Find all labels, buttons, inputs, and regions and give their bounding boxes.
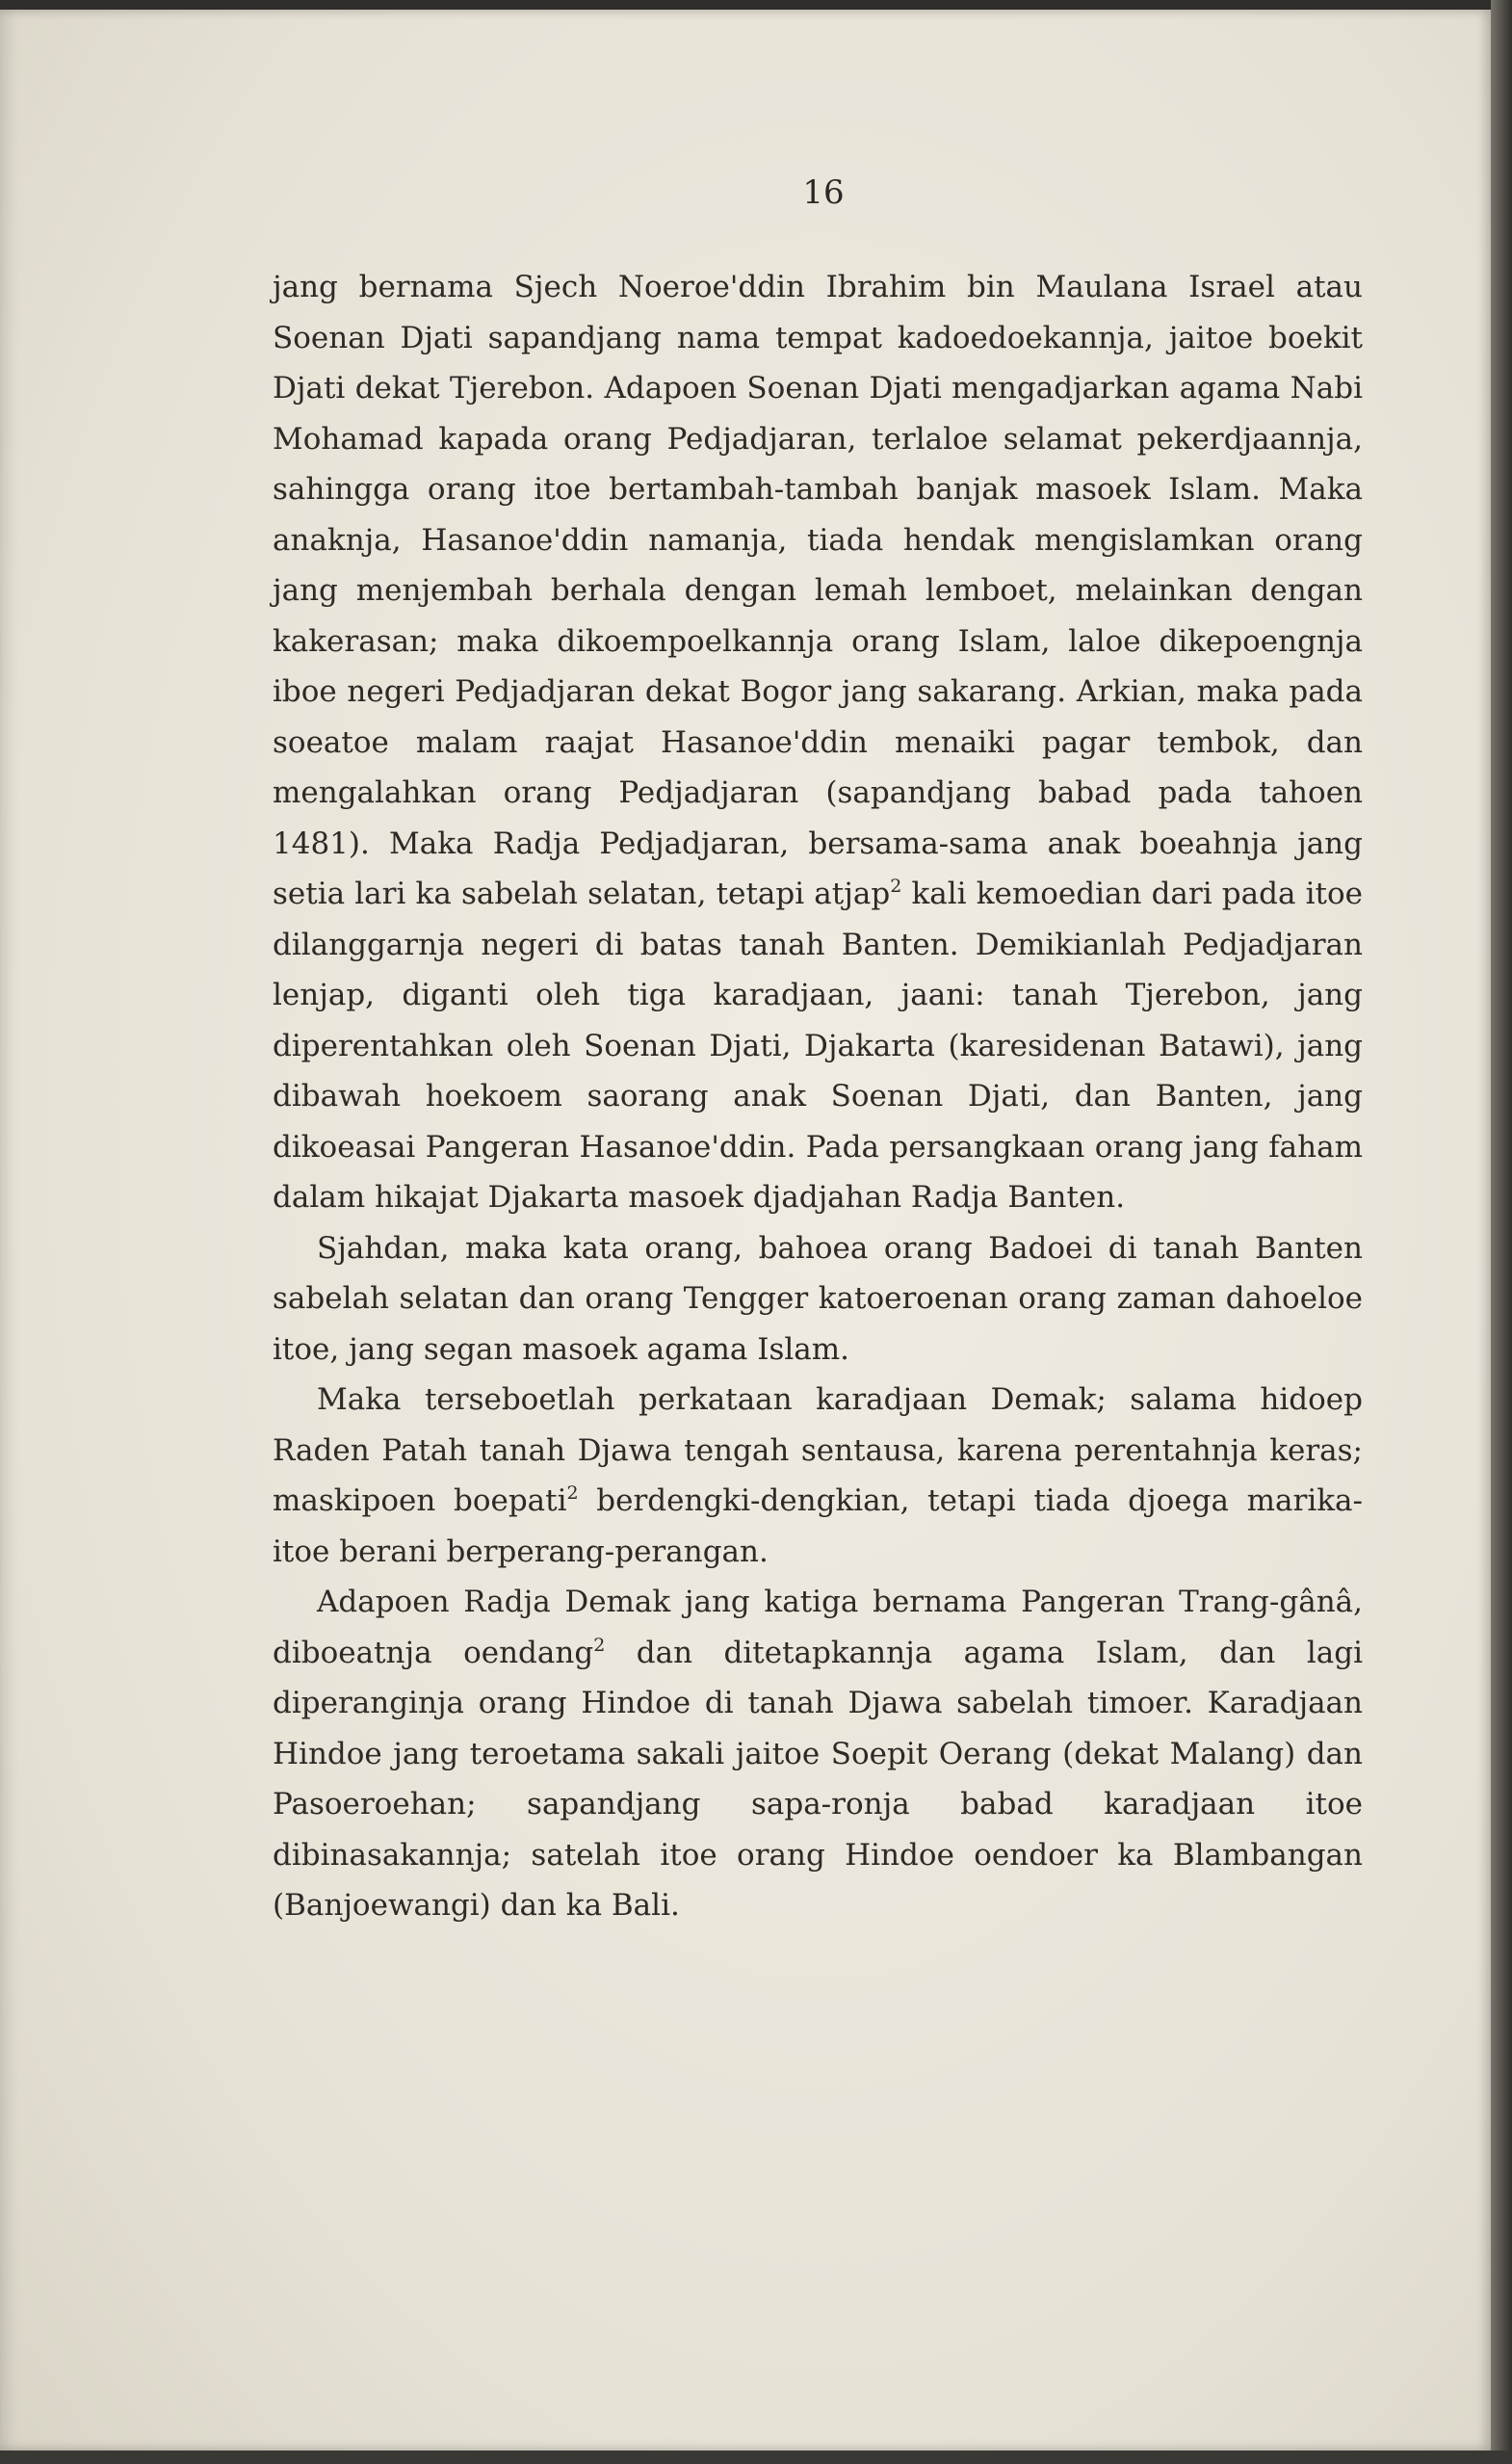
paragraph-1-text-b: kali kemoedian dari pada itoe dilanggarnja negeri di batas tanah Banten. Demikianlah Pedjadjaran lenjap, diganti oleh tiga karadjaan, jaani: tanah Tjerebon, jang diperentahkan oleh Soenan Djati, Djakarta (karesidenan Batawi), jang dibawah hoekoem saorang anak Soenan Djati, dan Banten, jang dikoeasai Pangeran Hasanoe'ddin. Pada persangkaan orang jang faham dalam hikajat Djakarta masoek djadjahan Radja Banten.	[273, 877, 1363, 1215]
scan-border-top	[0, 0, 1512, 10]
paragraph-2-text: Sjahdan, maka kata orang, bahoea orang Badoei di tanah Banten sabelah selatan dan orang Tengger katoeroenan orang zaman dahoeloe itoe, jang segan masoek agama Islam.	[273, 1230, 1363, 1367]
paragraph-3-text-b: berdengki-dengkian, tetapi tiada djoega marika-itoe berani berperang-perangan.	[273, 1483, 1363, 1569]
body-text	[273, 262, 1363, 1931]
scan-border-right	[1491, 0, 1512, 2464]
paragraph-2	[273, 1223, 1363, 1376]
footnote-marker: 2	[566, 1482, 579, 1504]
paragraph-1-text-a: jang bernama Sjech Noeroe'ddin Ibrahim bin Maulana Israel atau Soenan Djati sapandjang nama tempat kadoedoekannja, jaitoe boekit Djati dekat Tjerebon. Adapoen Soenan Djati mengadjarkan agama Nabi Mohamad kapada orang Pedjadjaran, terlaloe selamat pekerdjaannja, sahingga orang itoe bertambah-tambah banjak masoek Islam. Maka anaknja, Hasanoe'ddin namanja, tiada hendak mengislamkan orang jang menjembah berhala dengan lemah lemboet, melainkan dengan kakerasan; maka dikoempoelkannja orang Islam, laloe dikepoengnja iboe negeri Pedjadjaran dekat Bogor jang sakarang. Arkian, maka pada soeatoe malam raajat Hasanoe'ddin menaiki pagar tembok, dan mengalahkan orang Pedjadjaran (sapandjang babad pada tahoen 1481). Maka Radja Pedjadjaran, bersama-sama anak boeahnja jang setia lari ka sabelah selatan, tetapi atjap	[273, 270, 1363, 911]
book-page	[0, 10, 1491, 2451]
paragraph-4	[273, 1577, 1363, 1931]
page-number: 16	[802, 173, 845, 212]
paragraph-4-text-b: dan ditetapkannja agama Islam, dan lagi diperanginja orang Hindoe di tanah Djawa sabelah timoer. Karadjaan Hindoe jang teroetama sakali jaitoe Soepit Oerang (dekat Malang) dan Pasoeroehan; sapandjang sapa-ronja babad karadjaan itoe dibinasakannja; satelah itoe orang Hindoe oendoer ka Blambangan (Banjoewangi) dan ka Bali.	[273, 1635, 1363, 1923]
paragraph-3-text-a: Maka terseboetlah perkataan karadjaan Demak; salama hidoep Raden Patah tanah Djawa tengah sentausa, karena perentahnja keras; maskipoen boepati	[273, 1382, 1363, 1518]
footnote-marker: 2	[593, 1634, 606, 1656]
footnote-marker: 2	[890, 876, 902, 897]
paragraph-4-text-a: Adapoen Radja Demak jang katiga bernama Pangeran Trang-gânâ, diboeatnja oendang	[273, 1585, 1363, 1670]
scan-border-bottom	[0, 2451, 1512, 2464]
paragraph-3	[273, 1375, 1363, 1577]
paragraph-1	[273, 262, 1363, 1223]
